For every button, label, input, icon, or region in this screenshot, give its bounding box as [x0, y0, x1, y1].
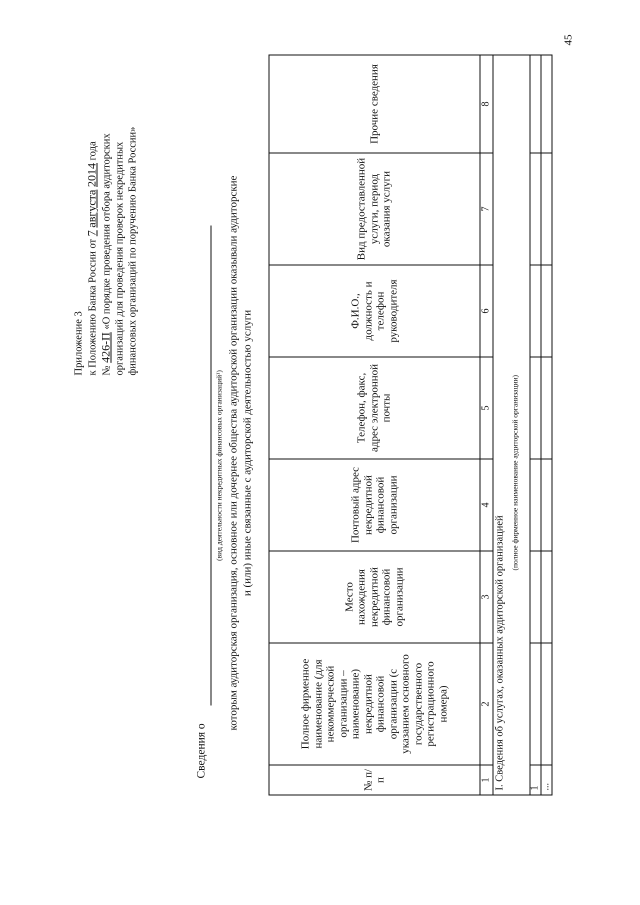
column-header: № п/п: [269, 765, 480, 795]
appendix-line-5: финансовых организаций по поручению Банка России»: [127, 126, 138, 375]
table-header-row: [269, 55, 480, 795]
column-number: 4: [480, 459, 493, 551]
document-title-line-2: и (или) иные связанные с аудиторской деятельностью услуги: [241, 309, 253, 596]
column-header: Полное фирменное наименование (для некоммерческой организации – наименование) некредитной финансовой организации (с указанием основного государственного регистрационного номера): [269, 643, 480, 765]
table-cell: [530, 551, 541, 643]
appendix-number: 426-П: [98, 331, 112, 363]
row-number: 1: [530, 765, 541, 795]
title-fill-line: [210, 225, 211, 705]
appendix-date-day: 7: [84, 229, 98, 236]
column-number: 8: [480, 55, 493, 153]
page-number: 45: [562, 34, 574, 45]
column-number: 6: [480, 265, 493, 357]
column-header: Ф.И.О., должность и телефон руководителя: [269, 265, 480, 357]
table-row: [530, 55, 541, 795]
table-cell: [530, 459, 541, 551]
section-hint: (полное фирменное наименование аудиторской организации): [509, 374, 519, 570]
column-header: Вид предоставленной услуги, период оказания услуги: [269, 153, 480, 265]
appendix-date-year: 2014: [84, 162, 98, 187]
table-cell: [530, 153, 541, 265]
column-header: Прочие сведения: [269, 55, 480, 153]
table-cell: [530, 357, 541, 459]
column-number-row: [480, 55, 493, 795]
table-cell: [541, 265, 552, 357]
column-header: Место нахождения некредитной финансовой организации: [269, 551, 480, 643]
table-cell: [530, 643, 541, 765]
column-number: 7: [480, 153, 493, 265]
section-row: [493, 55, 530, 795]
appendix-label: Приложение 3: [73, 310, 84, 375]
column-number: 1: [480, 765, 493, 795]
column-number: 2: [480, 643, 493, 765]
column-number: 3: [480, 551, 493, 643]
document-title-line-1: которым аудиторская организация, основное или дочернее общества аудиторской организации оказывали аудиторские: [227, 175, 239, 730]
section-title: I. Сведения об услугах, оказанных аудиторской организацией: [494, 514, 505, 790]
appendix-line-4: организаций для проведения проверок некредитных: [114, 141, 125, 375]
appendix-header: [72, 35, 139, 375]
appendix-number-line: № 426-П «О порядке проведения отбора аудиторских: [98, 132, 112, 375]
table-cell: [541, 357, 552, 459]
table-row: [541, 55, 552, 795]
column-header: Почтовый адрес некредитной финансовой организации: [269, 459, 480, 551]
table-cell: [530, 55, 541, 153]
section-cell: [493, 55, 530, 795]
document-title-prefix: Сведения о: [195, 722, 207, 778]
document-title: [226, 140, 254, 765]
appendix-reference: к Положению Банка России от 7 августа 2014 года: [84, 140, 98, 375]
table-cell: [530, 265, 541, 357]
table-cell: [541, 459, 552, 551]
table-cell: [541, 153, 552, 265]
table-cell: [541, 55, 552, 153]
table-cell: [541, 551, 552, 643]
column-header: Телефон, факс, адрес электронной почты: [269, 357, 480, 459]
row-number: ...: [541, 765, 552, 795]
column-number: 5: [480, 357, 493, 459]
title-hint: (вид деятельности некредитных финансовых организаций¹): [214, 369, 223, 561]
data-table: [268, 54, 552, 795]
table-cell: [541, 643, 552, 765]
appendix-date-month: августа: [84, 189, 98, 228]
